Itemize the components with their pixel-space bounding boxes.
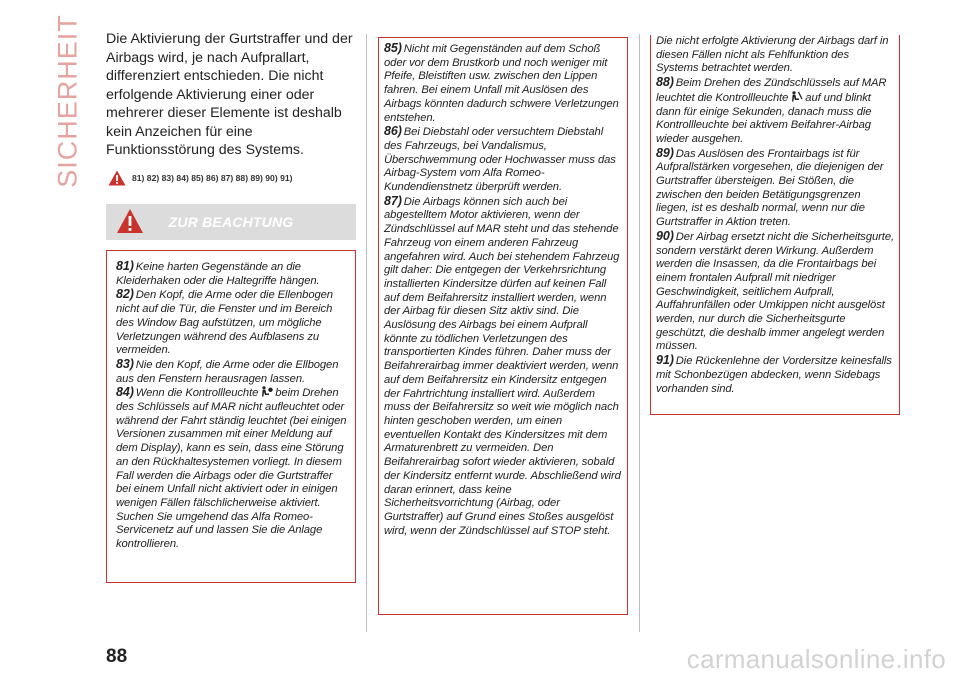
- note-item: 82) Den Kopf, die Arme oder die Ellenbogen nicht auf die Tür, die Fenster und im Bereich des Window Bag aufstützen, um mögliche Verletzungen während des Aufblasens zu vermeiden.: [116, 287, 333, 357]
- note-item: 84) Wenn die Kontrollleuchte beim Drehen des Schlüssels auf MAR nicht aufleuchtet oder während der Fahrt ständig leuchtet (bei einigen Versionen zusammen mit einer Meldung auf dem Display), kann es sein, dass eine Störung an den Rückhaltesystemen vorliegt. In diesem Fall werden die Airbags oder die Gurtstraffer bei einem Unfall nicht aktiviert oder in einigen wenigen Fällen fälschlicherweise aktiviert. Suchen Sie umgehend das Alfa Romeo-Servicenetz auf und lassen Sie die Anlage kontrollieren.: [116, 385, 347, 551]
- warning-triangle-icon: [108, 170, 126, 186]
- note-item: 88) Beim Drehen des Zündschlüssels auf MAR leuchtet die Kontrollleuchte auf und blinkt dann für einige Sekunden, danach muss die Kontrollleuchte bei aktivem Beifahrer-Airbag wieder ausgehen.: [656, 75, 887, 145]
- intro-column: [106, 30, 356, 186]
- caution-box-2: [378, 37, 628, 615]
- caution-warning-icon: [116, 208, 144, 234]
- note-item: 87) Die Airbags können sich auch bei abgestelltem Motor aktivieren, wenn der Zündschlüssel auf MAR steht und das stehende Fahrzeug von einem anderen Fahrzeug angefahren wird. Auch bei stehendem Fahrzeug gilt daher: Die entgegen der Verkehrsrichtung installierten Kindersitze dürfen auf keinen Fall auf dem Beifahrersitz installiert werden, wenn der Airbag für diesen Sitz aktiv sind. Die Auslösung des Airbags bei einem Aufprall könnte zu tödlichen Verletzungen des transportierten Kindes führen. Daher muss der Beifahrerairbag immer deaktiviert werden, wenn auf dem Beifahrersitz ein Kindersitz entgegen der Fahrtrichtung installiert wird. Außerdem muss der Beifahrersitz so weit wie möglich nach hinten geschoben werden, um einen eventuellen Kontakt des Kindersitzes mit dem Armaturenbrett zu vermeiden. Den Beifahrerairbag sofort wieder aktivieren, sobald der Kindersitz entfernt wurde. Abschließend wird daran erinnert, dass keine Sicherheitsvorrichtung (Airbag, oder Gurtstraffer) auf Grund eines Stoßes ausgelöst wird, wenn der Zündschlüssel auf STOP steht.: [384, 193, 621, 537]
- note-item: 86) Bei Diebstahl oder versuchtem Diebstahl des Fahrzeugs, bei Vandalismus, Überschwemmung oder Hochwasser muss das Airbag-System vom Alfa Romeo-Kundendienstnetz überprüft werden.: [384, 124, 616, 194]
- caution-box-1: [106, 250, 356, 583]
- column-divider: [366, 34, 367, 632]
- airbag-warning-icon: [790, 91, 803, 102]
- caution-header: [106, 204, 356, 240]
- note-item: 81) Keine harten Gegenstände an die Kleiderhaken oder die Haltegriffe hängen.: [116, 259, 320, 287]
- airbag-warning-icon: [260, 386, 273, 397]
- watermark: carmanualsonline.info: [686, 644, 946, 674]
- column-divider: [639, 34, 640, 632]
- note-item: 89) Das Auslösen des Frontairbags ist für Aufprallstärken vorgesehen, die diejenigen der Gurtstraffer übersteigen. Bei Stößen, die zwischen den beiden Betätigungsgrenzen liegen, ist es deshalb normal, wenn nur die Gurtstraffer in Aktion treten.: [656, 145, 884, 229]
- intro-paragraph: Die Aktivierung der Gurtstraffer und der Airbags wird, je nach Aufprallart, differenziert entschieden. Die nicht erfolgende Aktivierung einer oder mehrerer dieser Elemente ist deshalb kein Anzeichen für eine Funktionsstörung des Systems.: [106, 31, 353, 158]
- section-label-text: SICHERHEIT: [52, 14, 83, 188]
- note-item: 85) Nicht mit Gegenständen auf dem Schoß oder vor dem Brustkorb und noch weniger mit Pfeife, Bleistiften usw. zwischen den Lippen fahren. Bei einem Unfall mit Auslösen des Airbags könnten dadurch schwere Verletzungen entstehen.: [384, 41, 619, 124]
- note-item: 91) Die Rückenlehne der Vordersitze keinesfalls mit Schonbezügen abdecken, wenn Sidebags vorhanden sind.: [656, 353, 892, 395]
- caution-box-3: [650, 35, 900, 415]
- section-side-label: [48, 14, 88, 188]
- reference-numbers: 81) 82) 83) 84) 85) 86) 87) 88) 89) 90) 91): [132, 172, 293, 183]
- note-continuation: Die nicht erfolgte Aktivierung der Airbags darf in diesen Fällen nicht als Fehlfunktion des Systems betrachtet werden.: [656, 35, 889, 75]
- warning-references: [108, 170, 356, 186]
- caution-title: ZUR BEACHTUNG: [168, 214, 294, 230]
- page-number: 88: [106, 646, 128, 667]
- note-item: 90) Der Airbag ersetzt nicht die Sicherheitsgurte, sondern verstärkt deren Wirkung. Außerdem werden die Insassen, da die Frontairbags bei einem frontalen Aufprall mit niedriger Geschwindigkeit, seitlichem Aufprall, Auffahrunfällen oder Umkippen nicht ausgelöst werden, nur durch die Sicherheitsgurte geschützt, die deshalb immer angelegt werden müssen.: [656, 228, 894, 353]
- note-item: 83) Nie den Kopf, die Arme oder die Ellbogen aus den Fenstern herausragen lassen.: [116, 356, 339, 385]
